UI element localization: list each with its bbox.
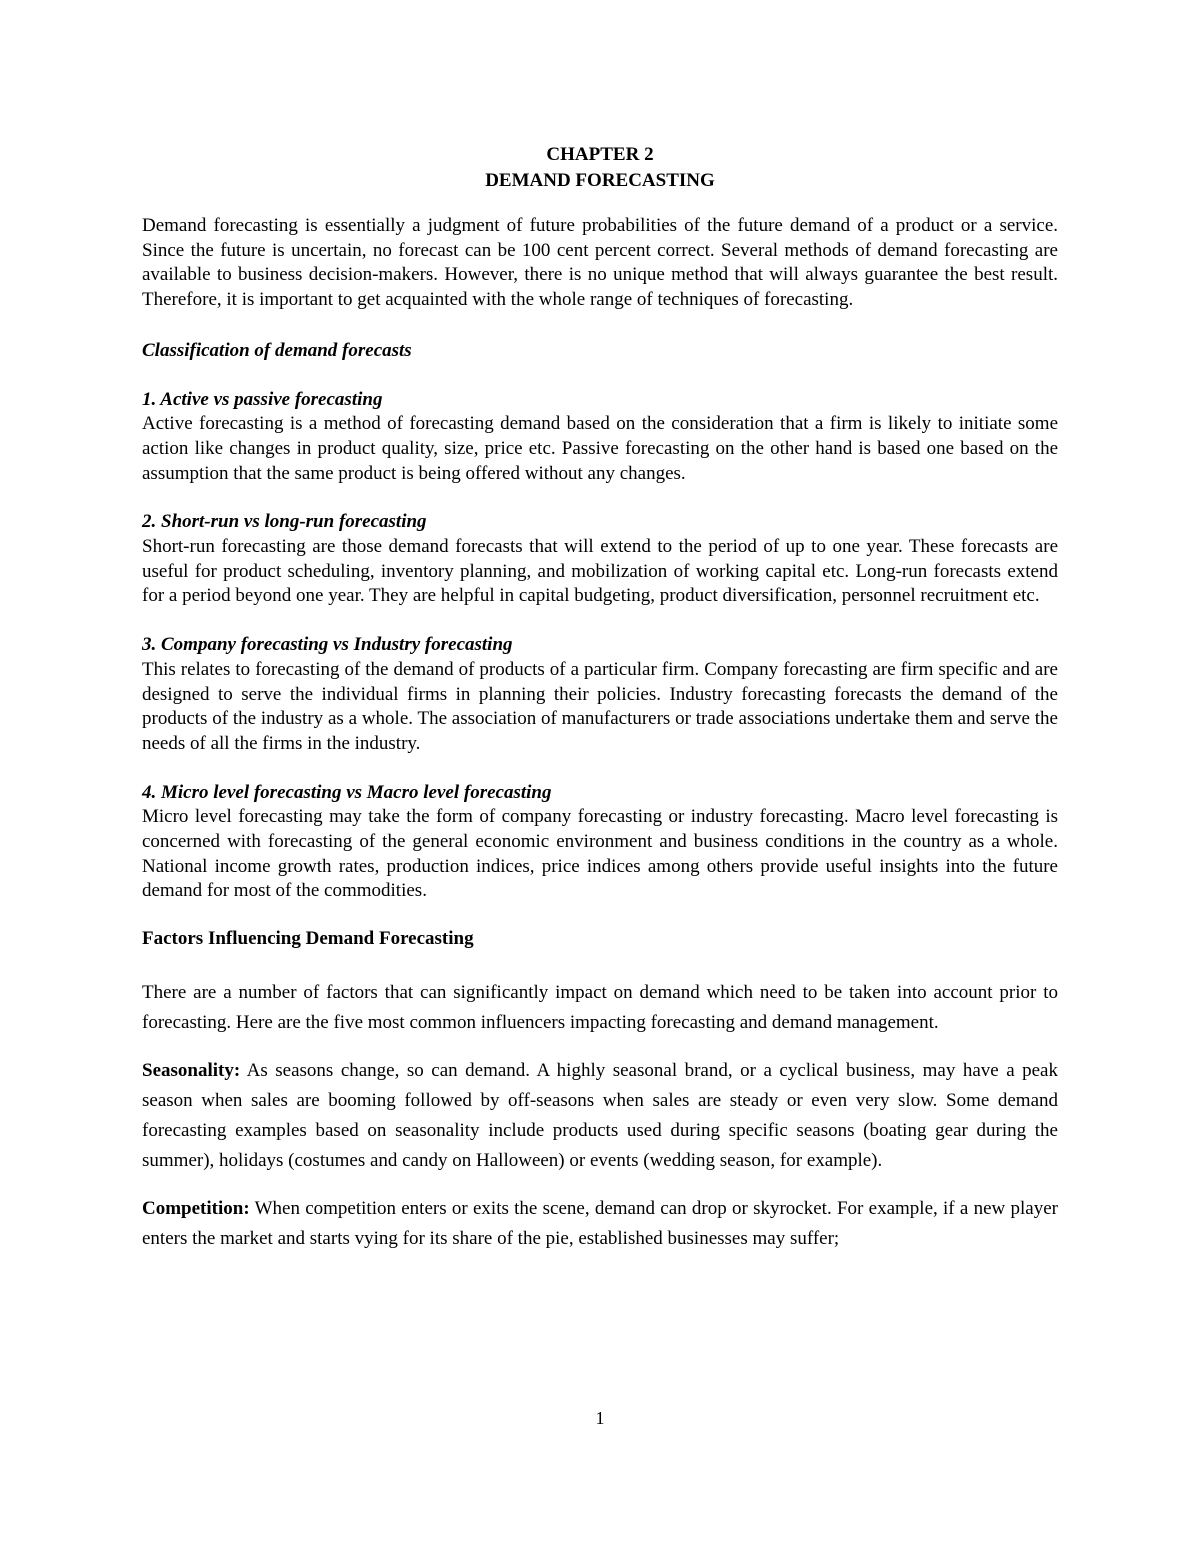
classification-section-3 (142, 633, 1058, 757)
classification-heading-1: 1. Active vs passive forecasting (142, 388, 383, 410)
classification-heading-4: 4. Micro level forecasting vs Macro level forecasting (142, 781, 552, 803)
factor-text-seasonality: As seasons change, so can demand. A highly seasonal brand, or a cyclical business, may have a peak season when sales are booming followed by off-seasons when sales are steady or even very slow. Some demand forecasting examples based on seasonality include products used during specific seasons (boating gear during the summer), holidays (costumes and candy on Halloween) or events (wedding season, for example). (142, 1060, 1058, 1172)
chapter-number: CHAPTER 2 (546, 144, 654, 165)
classification-body-2: Short-run forecasting are those demand forecasts that will extend to the period of up to one year. These forecasts are useful for product scheduling, inventory planning, and mobilization of working capital etc. Long-run forecasts extend for a period beyond one year. They are helpful in capital budgeting, product diversification, personnel recruitment etc. (142, 536, 1058, 607)
classification-body-3: This relates to forecasting of the demand of products of a particular firm. Company forecasting are firm specific and are designed to serve the individual firms in planning their policies. Industry forecasting forecasts the demand of the products of the industry as a whole. The association of manufacturers or trade associations undertake them and serve the needs of all the firms in the industry. (142, 658, 1058, 754)
factors-intro-paragraph: There are a number of factors that can significantly impact on demand which need to be taken into account prior to forecasting. Here are the five most common influencers impacting forecasting and demand management. (142, 982, 1058, 1034)
chapter-title: DEMAND FORECASTING (485, 170, 715, 191)
classification-heading: Classification of demand forecasts (142, 339, 412, 361)
classification-heading-2: 2. Short-run vs long-run forecasting (142, 511, 427, 533)
classification-section-4 (142, 781, 1058, 905)
factor-label-seasonality: Seasonality: (142, 1060, 241, 1082)
chapter-heading (142, 142, 1058, 194)
page-number: 1 (595, 1408, 605, 1428)
classification-body-4: Micro level forecasting may take the form of company forecasting or industry forecasting. Macro level forecasting is concerned with forecasting of the general economic environment and business conditions in the country as a whole. National income growth rates, production indices, price indices among others provide useful insights into the future demand for most of the commodities. (142, 806, 1058, 902)
classification-section-1 (142, 388, 1058, 487)
factor-seasonality (142, 1056, 1058, 1176)
factor-label-competition: Competition: (142, 1198, 250, 1220)
document-page (142, 142, 1058, 1254)
factors-heading: Factors Influencing Demand Forecasting (142, 928, 474, 950)
classification-section-2 (142, 510, 1058, 609)
factor-competition (142, 1194, 1058, 1254)
classification-body-1: Active forecasting is a method of forecasting demand based on the consideration that a firm is likely to initiate some action like changes in product quality, size, price etc. Passive forecasting on the other hand is based one based on the assumption that the same product is being offered without any changes. (142, 413, 1058, 484)
factor-text-competition: When competition enters or exits the scene, demand can drop or skyrocket. For example, if a new player enters the market and starts vying for its share of the pie, established businesses may suffer; (142, 1198, 1058, 1250)
intro-paragraph: Demand forecasting is essentially a judgment of future probabilities of the future demand of a product or a service. Since the future is uncertain, no forecast can be 100 cent percent correct. Several methods of demand forecasting are available to business decision-makers. However, there is no unique method that will always guarantee the best result. Therefore, it is important to get acquainted with the whole range of techniques of forecasting. (142, 215, 1058, 311)
classification-heading-3: 3. Company forecasting vs Industry forecasting (142, 634, 513, 656)
